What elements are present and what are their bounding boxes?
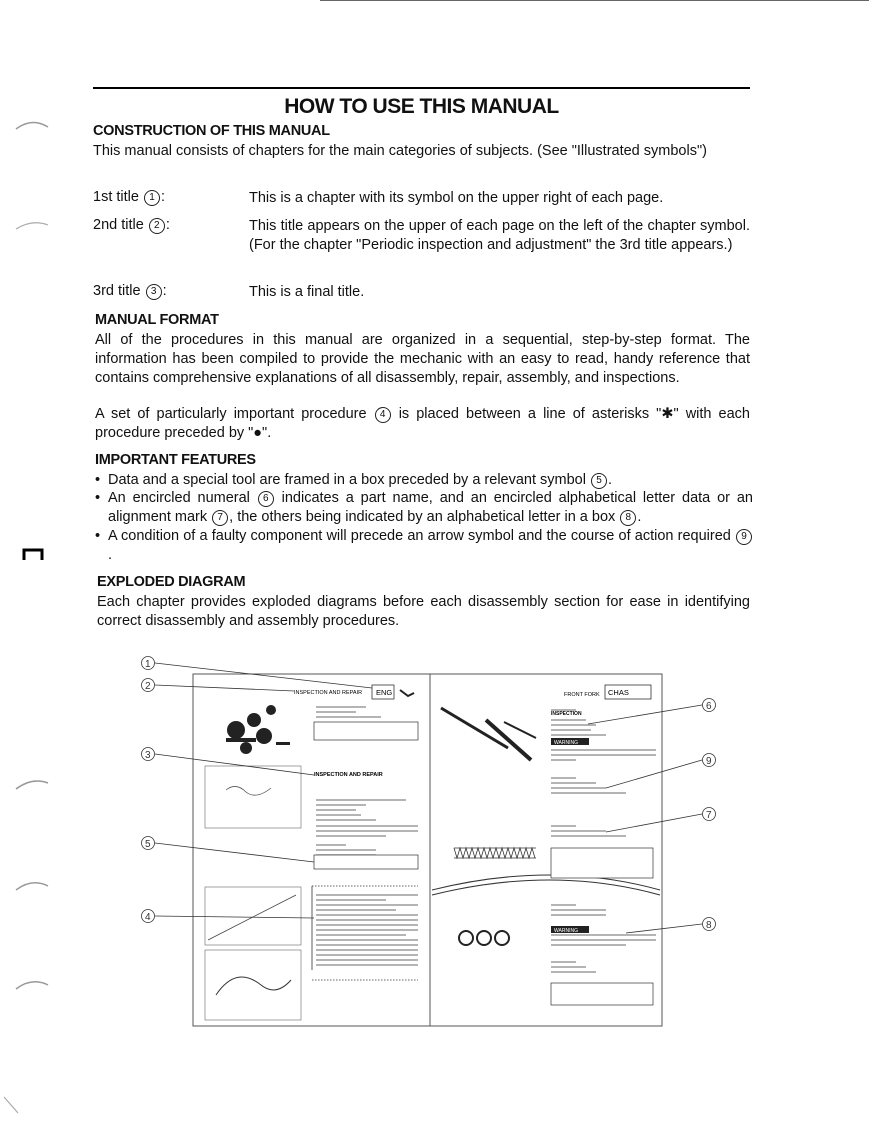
format-para2-start: A set of particularly important procedure — [95, 406, 367, 422]
features-heading: IMPORTANT FEATURES — [95, 452, 256, 468]
left-chapter-symbol: ENG — [376, 688, 393, 697]
second-title-label: 2nd title 2 : — [93, 217, 170, 233]
callout-2-marker: 2 — [149, 218, 165, 234]
third-title-desc: This is a final title. — [249, 284, 365, 300]
left-header-text: INSPECTION AND REPAIR — [294, 690, 363, 696]
feature-3-text: A condition of a faulty component will precede an arrow symbol and the course of action required — [108, 528, 731, 544]
exploded-diagram-illustration — [136, 650, 756, 1030]
warning-label-2: WARNING — [554, 928, 578, 934]
callout-8-label: 8 — [706, 920, 712, 931]
first-title-desc: This is a chapter with its symbol on the upper right of each page. — [249, 190, 664, 206]
callout-6-label: 6 — [706, 701, 712, 712]
right-header-text: FRONT FORK — [564, 692, 600, 698]
second-title-desc: This title appears on the upper of each page on the left of the chapter symbol. (For the chapter "Periodic inspection and adjustment" the 3rd title appears.) — [249, 218, 750, 253]
margin-arc-mark — [14, 775, 50, 795]
callout-5-label: 5 — [145, 839, 151, 850]
format-heading: MANUAL FORMAT — [95, 312, 219, 328]
construction-intro: This manual consists of chapters for the main categories of subjects. (See "Illustrated symbols") — [93, 143, 707, 159]
right-subheading: INSPECTION — [551, 711, 582, 717]
top-edge-line — [320, 0, 869, 1]
format-para2-end: is placed between a line of asterisks "✱" with each procedure preceded by "●". — [95, 406, 750, 441]
exploded-text: Each chapter provides exploded diagrams before each disassembly section for ease in identifying correct disassembly and assembly procedures. — [97, 594, 750, 629]
callout-9-label: 9 — [706, 756, 712, 767]
format-paragraph-1: All of the procedures in this manual are organized in a sequential, step-by-step format. The information has been compiled to provide the mechanic with an easy to read, handy reference that contains comprehensive explanations of all disassembly, repair, assembly, and inspections. — [95, 332, 750, 386]
callout-8-marker: 8 — [620, 510, 636, 526]
third-title-text: 3rd title — [93, 283, 141, 299]
second-title-text: 2nd title — [93, 217, 144, 233]
left-subheading: INSPECTION AND REPAIR — [314, 772, 383, 778]
special-tool-box — [314, 722, 418, 740]
callout-4-marker: 4 — [375, 407, 391, 423]
callout-7-marker: 7 — [212, 510, 228, 526]
callout-1-marker: 1 — [144, 190, 160, 206]
construction-heading: CONSTRUCTION OF THIS MANUAL — [93, 123, 330, 139]
feature-1-text: Data and a special tool are framed in a box preceded by a relevant symbol — [108, 472, 586, 488]
margin-arc-mark — [14, 115, 50, 135]
callout-7-label: 7 — [706, 810, 712, 821]
callout-3-marker: 3 — [146, 284, 162, 300]
warpage-sketch-box — [205, 887, 301, 945]
margin-corner-mark — [2, 1095, 22, 1117]
margin-tab-mark — [22, 546, 44, 562]
right-chapter-symbol: CHAS — [608, 688, 629, 697]
warning-label-1: WARNING — [554, 740, 578, 746]
feature-2-text-b: indicates a part name, and an encircled alphabetical letter data or an alignment mark — [108, 490, 753, 525]
header-rule — [93, 87, 750, 89]
spring-length-box — [551, 848, 653, 878]
feature-2-text-a: An encircled numeral — [108, 490, 250, 506]
first-title-label: 1st title 1 : — [93, 189, 165, 205]
feature-bullet-1: • Data and a special tool are framed in a box preceded by a relevant symbol 5 . — [95, 471, 753, 490]
callout-2-label: 2 — [145, 681, 151, 692]
warpage-limit-box — [314, 855, 418, 869]
callout-5-marker: 5 — [591, 473, 607, 489]
callout-9-marker: 9 — [736, 529, 752, 545]
inset-sketch-box — [205, 766, 301, 828]
callout-6-marker: 6 — [258, 491, 274, 507]
format-paragraph-2 — [95, 405, 750, 443]
exploded-heading: EXPLODED DIAGRAM — [97, 574, 246, 590]
margin-arc-mark — [14, 876, 50, 896]
chain-lube-box — [551, 983, 653, 1005]
page-title: HOW TO USE THIS MANUAL — [284, 95, 559, 118]
third-title-label: 3rd title 3 : — [93, 283, 167, 299]
callout-4-label: 4 — [145, 912, 151, 923]
feature-bullet-2: • An encircled numeral 6 indicates a part name, and an encircled alphabetical letter data or an alignment mark 7 , the others being indicated by an alphabetical letter in a box 8 . — [95, 489, 753, 527]
margin-arc-mark — [14, 975, 50, 995]
feature-bullet-3: • A condition of a faulty component will precede an arrow symbol and the course of action required 9. — [95, 527, 753, 565]
callout-3-label: 3 — [145, 750, 151, 761]
margin-arc-mark — [14, 215, 50, 235]
first-title-text: 1st title — [93, 189, 139, 205]
callout-1-label: 1 — [145, 659, 151, 670]
feature-2-text-c: , the others being indicated by an alphabetical letter in a box — [229, 509, 616, 525]
